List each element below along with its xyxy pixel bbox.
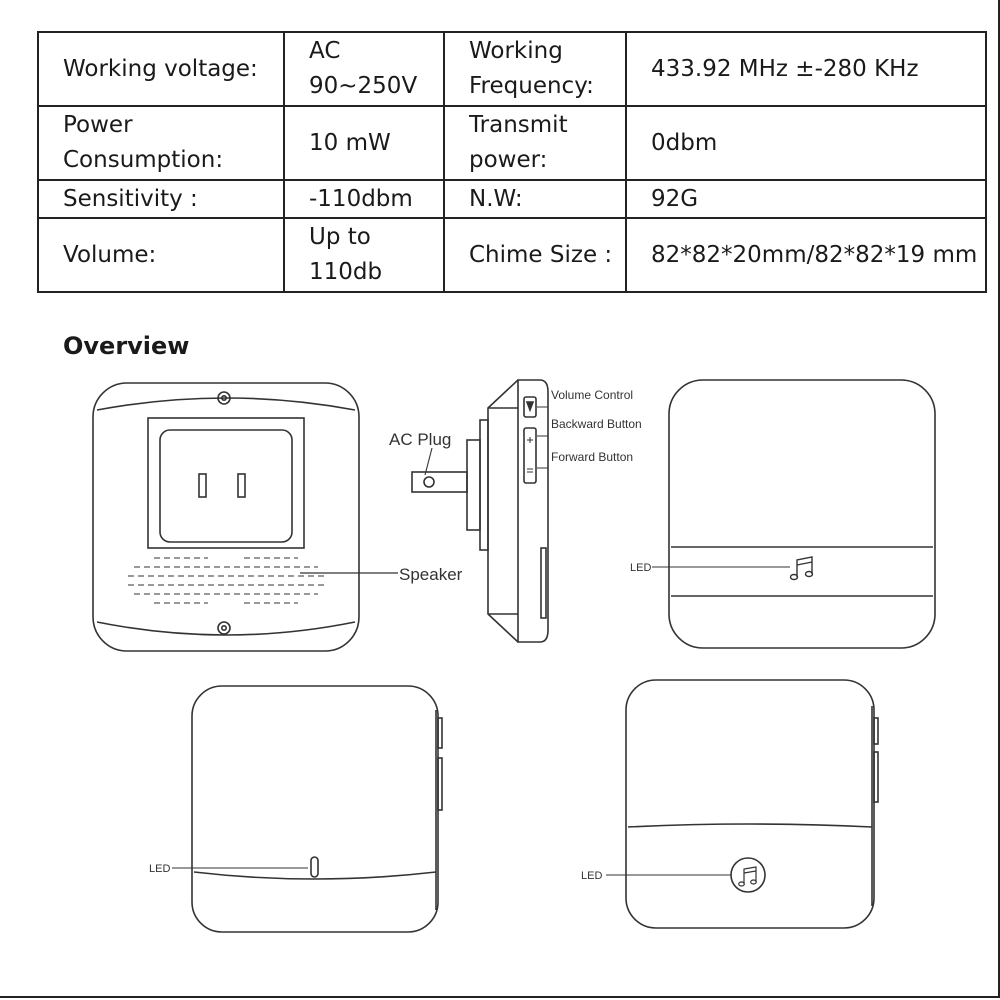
led-label-angled-right: LED (581, 870, 603, 882)
led-label-angled-left: LED (149, 863, 171, 875)
backward-button-label: Backward Button (551, 417, 642, 431)
spec-label: Transmit power: (444, 106, 626, 180)
front-view-drawing (652, 380, 935, 648)
spec-label: Working voltage: (38, 32, 284, 106)
spec-label: Working Frequency: (444, 32, 626, 106)
spec-label: N.W: (444, 180, 626, 218)
angled-view-right-drawing (606, 680, 878, 928)
spec-label: Power Consumption: (38, 106, 284, 180)
spec-label: Sensitivity : (38, 180, 284, 218)
spec-value: 433.92 MHz ±-280 KHz (626, 32, 986, 106)
spec-value: 10 mW (284, 106, 444, 180)
spec-label: Volume: (38, 218, 284, 292)
back-view-drawing (93, 383, 398, 651)
overview-heading: Overview (63, 332, 190, 360)
spec-label: Chime Size : (444, 218, 626, 292)
spec-value: 82*82*20mm/82*82*19 mm (626, 218, 986, 292)
ac-plug-label: AC Plug (389, 430, 452, 449)
spec-value: AC 90~250V (284, 32, 444, 106)
side-view-drawing (412, 380, 548, 642)
speaker-label: Speaker (399, 565, 463, 584)
speaker-grille (128, 558, 324, 603)
spec-value: 92G (626, 180, 986, 218)
led-label-front: LED (630, 562, 652, 574)
volume-control-label: Volume Control (551, 388, 634, 402)
spec-value: -110dbm (284, 180, 444, 218)
music-note-icon (739, 867, 757, 886)
music-note-icon (791, 557, 813, 580)
angled-view-left-drawing (172, 686, 442, 932)
spec-value: Up to 110db (284, 218, 444, 292)
spec-value: 0dbm (626, 106, 986, 180)
forward-button-label: Forward Button (551, 450, 634, 464)
